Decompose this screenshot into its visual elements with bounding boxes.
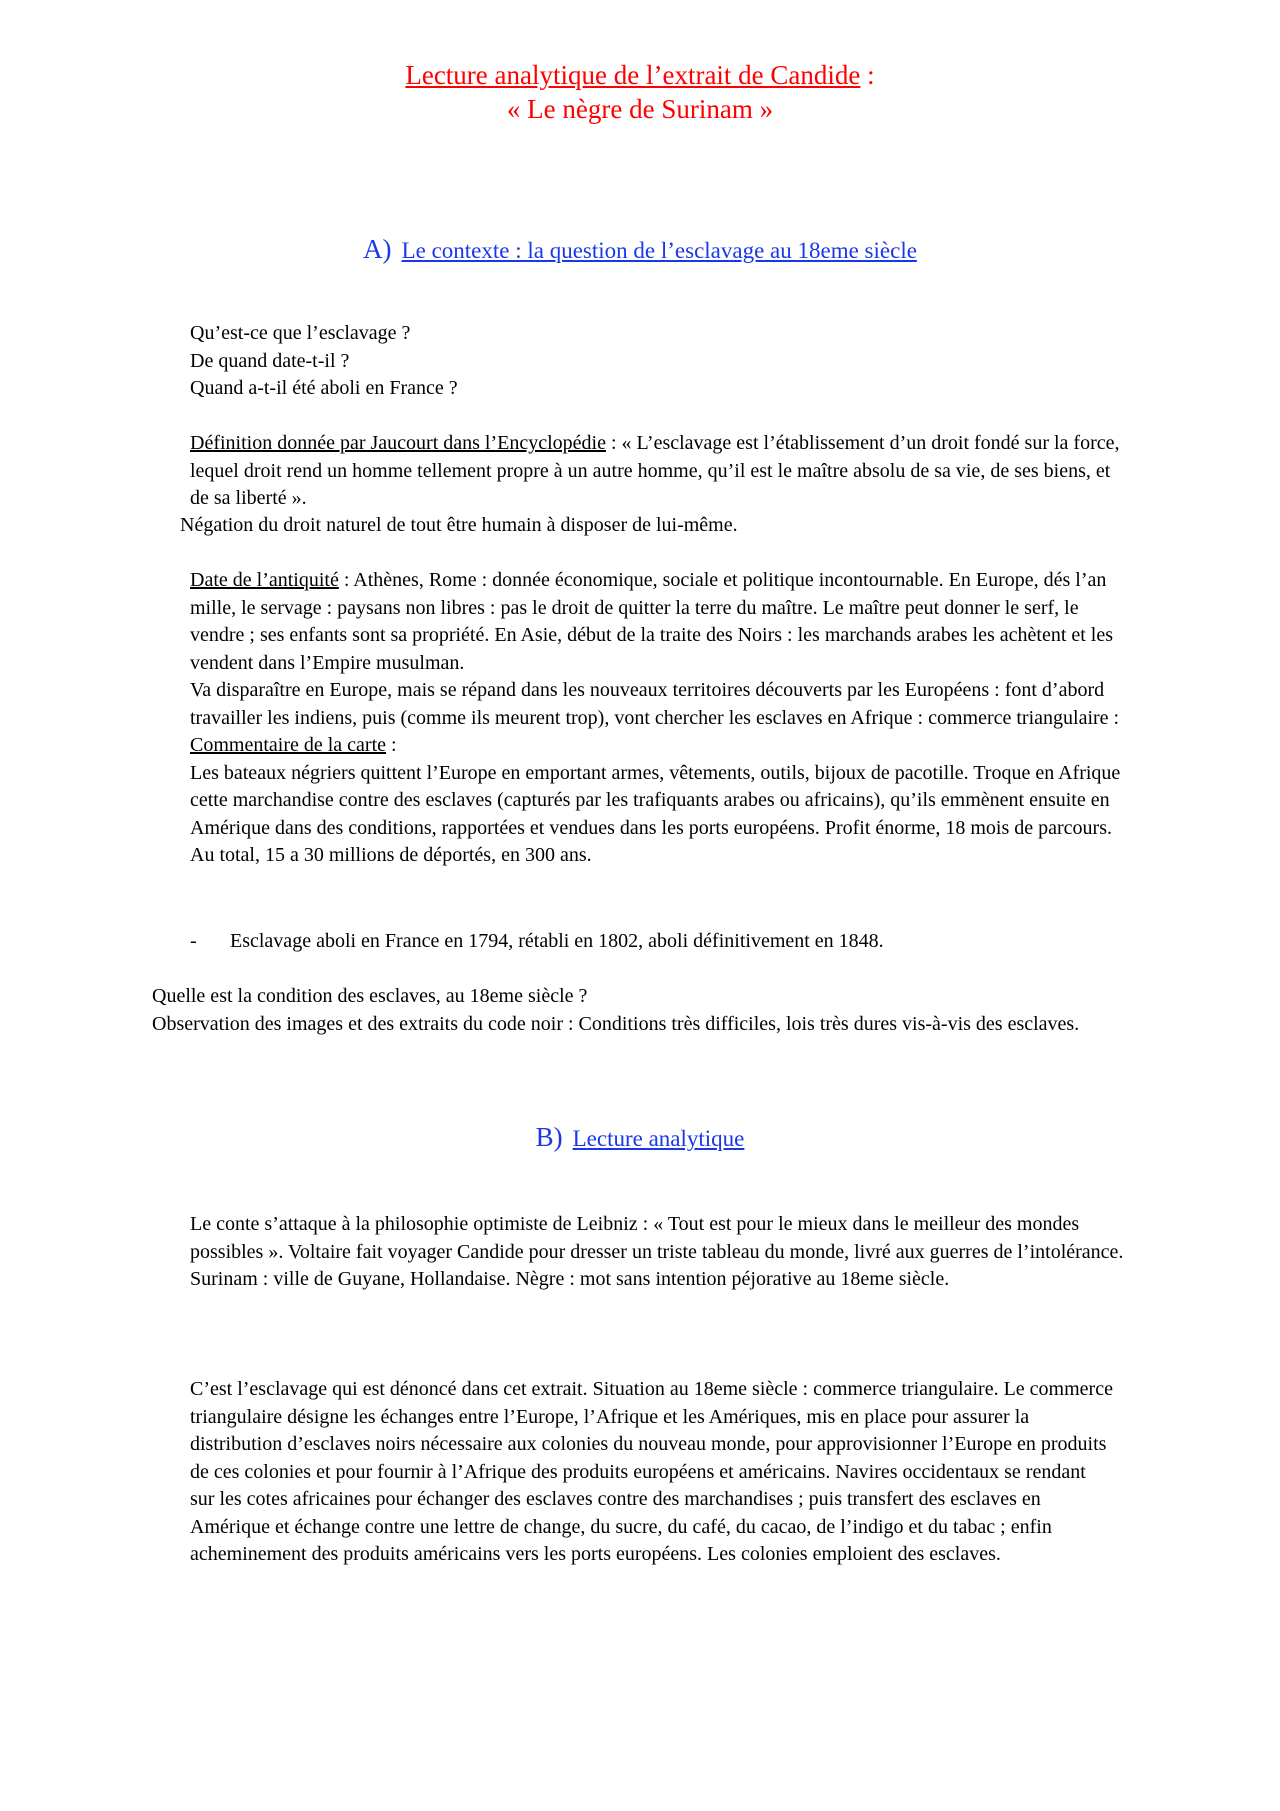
title-line-2: « Le nègre de Surinam » bbox=[506, 94, 774, 124]
total-deported: Au total, 15 a 30 millions de déportés, en 300 ans. bbox=[190, 844, 592, 866]
condition-question: Quelle est la condition des esclaves, au 18eme siècle ? bbox=[152, 985, 588, 1007]
definition-label: Définition donnée par Jaucourt dans l’Encyclopédie bbox=[190, 432, 606, 454]
map-comment-heading bbox=[190, 732, 1130, 760]
title-text: Lecture analytique de l’extrait de Candide bbox=[405, 60, 861, 90]
question-1: Qu’est-ce que l’esclavage ? bbox=[190, 322, 411, 344]
leibniz-text: Le conte s’attaque à la philosophie optimiste de Leibniz : « Tout est pour le mieux dans le meilleur des mondes possibles ». Voltaire fait voyager Candide pour dresser un triste tableau du monde, livré aux guerres de l’intolérance. bbox=[190, 1213, 1124, 1263]
bullet-dash: - bbox=[190, 930, 197, 952]
map-comment-colon: : bbox=[386, 734, 397, 756]
section-b-heading-text: Lecture analytique bbox=[572, 1126, 745, 1151]
antiquity-label: Date de l’antiquité bbox=[190, 569, 339, 591]
slavery-paragraph: C’est l’esclavage qui est dénoncé dans cet extrait. Situation au 18eme siècle : commerce triangulaire. Le commerce triangulaire désigne les échanges entre l’Europe, l’Afrique et les Amériques, mis en place pour assurer la distribution d’esclaves noirs nécessaire aux colonies du nouveau monde, pour approvisionner l’Europe en produits de ces colonies et pour fournir à l’Afrique des produits européens et américains. Navires occidentaux se rendant sur les cotes africaines pour échanger des esclaves contre des marchandises ; puis transfert des esclaves en Amérique et échange contre une lettre de change, du sucre, du café, du cacao, de l’indigo et du tabac ; enfin acheminement des produits américains vers les ports européens. Les colonies emploient des esclaves. bbox=[190, 1378, 1113, 1565]
definition-paragraph bbox=[190, 430, 1120, 513]
history-paragraph bbox=[190, 567, 1130, 870]
map-comment-text: Les bateaux négriers quittent l’Europe en emportant armes, vêtements, outils, bijoux de pacotille. Troque en Afrique cette marchandise contre des esclaves (capturés par les trafiquants arabes ou africains), qu’ils emmènent ensuite en Amérique dans des conditions, rapportées et vendues dans les ports européens. Profit énorme, 18 mois de parcours. bbox=[190, 761, 1121, 839]
map-comment-label: Commentaire de la carte bbox=[190, 734, 387, 756]
context-questions bbox=[190, 320, 1130, 403]
leibniz-paragraph bbox=[190, 1211, 1135, 1294]
document-title bbox=[0, 58, 1280, 126]
section-b-letter: B) bbox=[535, 1122, 563, 1152]
disappear-text: Va disparaître en Europe, mais se répand dans les nouveaux territoires découverts par les Européens : font d’abord travailler les indiens, puis (comme ils meurent trop), vont chercher les esclaves en Afrique : commerce triangulaire : bbox=[190, 679, 1120, 729]
question-2: De quand date-t-il ? bbox=[190, 349, 350, 372]
antiquity-text bbox=[190, 567, 1130, 677]
title-colon: : bbox=[860, 60, 875, 90]
section-b-heading bbox=[0, 1122, 1280, 1153]
section-a-heading-text: Le contexte : la question de l’esclavage au 18eme siècle bbox=[401, 238, 917, 263]
surinam-text: Surinam : ville de Guyane, Hollandaise. Nègre : mot sans intention péjorative au 18eme siècle. bbox=[190, 1268, 950, 1290]
question-3: Quand a-t-il été aboli en France ? bbox=[190, 377, 458, 399]
bullet-text: Esclavage aboli en France en 1794, rétabli en 1802, aboli définitivement en 1848. bbox=[230, 930, 884, 952]
condition-paragraph bbox=[152, 983, 1142, 1038]
title-line-1 bbox=[0, 58, 1280, 92]
condition-answer: Observation des images et des extraits du code noir : Conditions très difficiles, lois très dures vis-à-vis des esclaves. bbox=[152, 1012, 1080, 1035]
section-a-letter: A) bbox=[363, 234, 392, 264]
negation-line: Négation du droit naturel de tout être humain à disposer de lui-même. bbox=[180, 514, 738, 536]
antiquity-body: : Athènes, Rome : donnée économique, sociale et politique incontournable. En Europe, dés l’an mille, le servage : paysans non libres : pas le droit de quitter la terre du maître. Le maître peut donner le serf, le vendre ; ses enfants sont sa propriété. En Asie, début de la traite des Noirs : les marchands arabes les achètent et les vendent dans l’Empire musulman. bbox=[190, 569, 1114, 674]
definition-text: : « L’esclavage est l’établissement d’un droit fondé sur la force, lequel droit rend un homme tellement propre à un autre homme, qu’il est le maître absolu de sa vie, de ses biens, et de sa liberté ». bbox=[190, 432, 1120, 509]
section-a-heading bbox=[0, 234, 1280, 265]
